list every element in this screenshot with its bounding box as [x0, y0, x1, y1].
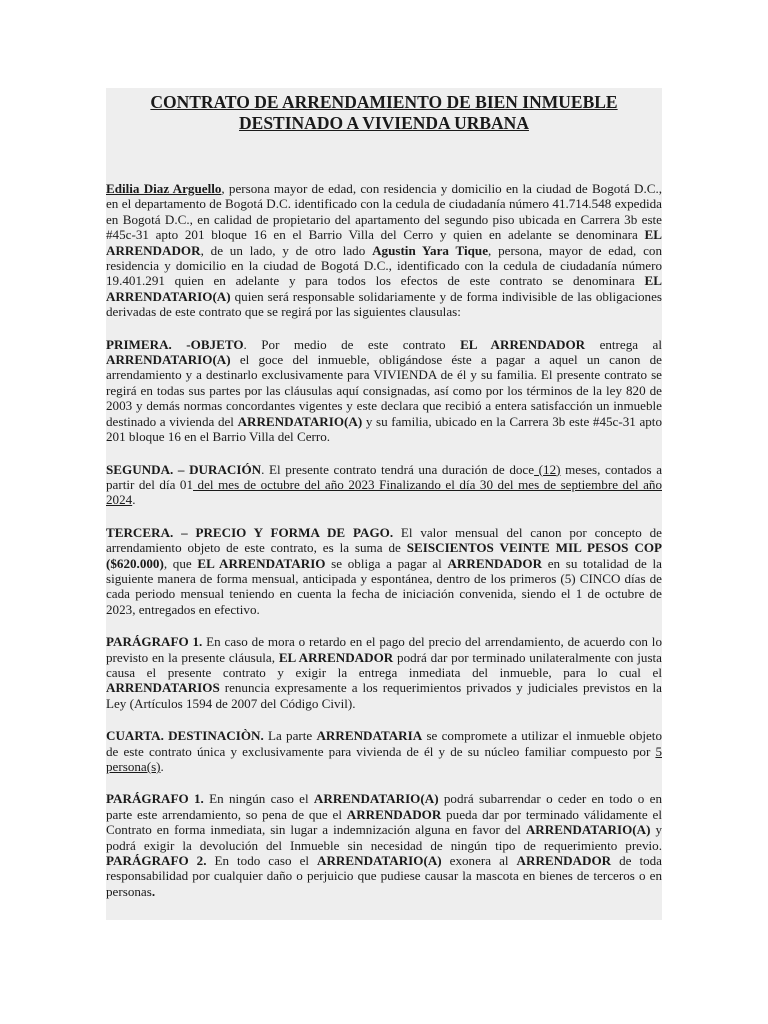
text-span: pueda dar por terminado válidamente el Contrato en forma inmediata, sin lugar a indemnización alguna en favor del — [106, 806, 662, 838]
bold-span: ARRENDATARIO(A) — [313, 791, 439, 807]
underlined-span: (12) — [534, 461, 561, 477]
bold-span: ARRENDATARIO(A) — [106, 352, 231, 368]
price-amount: SEISCIENTOS VEINTE MIL PESOS COP ($620.000) — [106, 540, 663, 571]
bold-span: . — [151, 883, 156, 899]
text-span: se obliga a pagar al — [325, 555, 448, 571]
text-span: , persona mayor de edad, con residencia y domicilio en la ciudad de Bogotá D.C., en el departamento de Bogotá D.C. identificado con la cedula de ciudadanía número 41.714.548 expedida en Bogotá D.C., en calidad de propietario del apartamento del segundo piso ubicada en Carrera 3b este #45c-31 apto 201 bloque 16 en el Barrio Villa del Cerro y quien en adelante se denominara — [106, 181, 662, 243]
text-span: El valor mensual del canon por concepto de arrendamiento objeto de este contrato, es la suma de — [106, 524, 662, 556]
document-title — [106, 92, 662, 134]
underlined-span: 5 persona(s) — [106, 743, 662, 774]
paragrafo-mora — [106, 634, 662, 711]
bold-span: EL ARRENDADOR — [106, 227, 662, 258]
text-span: . — [160, 759, 164, 774]
arrendatario-name: Agustin Yara Tique — [372, 242, 489, 258]
clause-heading: PARÁGRAFO 2. — [106, 853, 207, 869]
bold-span: EL ARRENDATARIO — [197, 555, 326, 571]
text-span: , de un lado, y de otro lado — [200, 242, 373, 258]
bold-span: ARRENDADOR — [516, 853, 612, 869]
clause-heading: PARÁGRAFO 1. — [106, 634, 203, 650]
text-span: y su familia, ubicado en la Carrera 3b este #45c-31 apto 201 bloque 16 en el Barrio Villa del Cerro. — [106, 413, 662, 445]
text-span: quien será responsable solidariamente y de forma indivisible de las obligaciones derivadas de este contrato que se regirá por las siguientes clausulas: — [106, 288, 662, 320]
bold-span: ARRENDATARIA — [316, 728, 423, 744]
clause-heading: TERCERA. – PRECIO Y FORMA DE PAGO. — [106, 524, 394, 540]
clause-heading: SEGUNDA. – DURACIÓN — [106, 461, 262, 477]
text-span: , que — [163, 555, 198, 571]
bold-span: EL ARRENDADOR — [278, 649, 394, 665]
paragrafo-subarriendo — [106, 791, 662, 899]
bold-span: ARRENDATARIOS — [106, 680, 220, 696]
clause-segunda — [106, 462, 662, 508]
text-span: . Por medio de este contrato — [243, 336, 461, 352]
text-span: . — [132, 492, 136, 508]
clause-cuarta — [106, 728, 662, 774]
text-span: La parte — [263, 728, 317, 744]
text-span: y podrá exigir la devolución del Inmueble sin necesidad de ningún tipo de requerimiento previo. — [106, 822, 662, 853]
text-span: se compromete a utilizar el inmueble objeto de este contrato única y exclusivamente para vivienda de él y de su núcleo familiar compuesto por — [106, 728, 662, 759]
text-span: de toda responsabilidad por cualquier daño o perjuicio que pudiese causar la mascota en bienes de terceros o en personas — [106, 853, 662, 899]
text-span: , persona, mayor de edad, con residencia y domicilio en la ciudad de Bogotá D.C., identificado con la cedula de ciudadanía número 19.401.291 quien en adelante y para todos los efectos de este contrato se denominara — [106, 242, 663, 289]
title-line-2: DESTINADO A VIVIENDA URBANA — [239, 113, 529, 133]
bold-span: EL ARRENDATARIO(A) — [106, 273, 662, 304]
document-page — [106, 88, 662, 920]
bold-span: EL ARRENDADOR — [460, 336, 586, 352]
clause-primera — [106, 337, 662, 445]
clause-heading: PARÁGRAFO 1. — [106, 791, 204, 807]
text-span: en su totalidad de la siguiente manera de forma mensual, anticipada y espontánea, dentro de los primeros (5) CINCO días de cada periodo mensual teniendo en cuenta la fecha de iniciación convenida, siendo el 1 de octubre de 2023, entregados en efectivo. — [106, 555, 662, 617]
text-span: En ningún caso el — [203, 791, 314, 807]
text-span: En todo caso el — [206, 853, 318, 869]
clause-tercera — [106, 525, 662, 617]
text-span: meses, contados a partir del día 01 — [106, 461, 663, 492]
text-span: exonera al — [441, 853, 517, 869]
text-span: podrá dar por terminado unilateralmente con justa causa el presente contrato y exigir la entrega inmediata del inmueble, para lo cual el — [106, 649, 662, 680]
bold-span: ARRENDATARIO(A) — [525, 822, 651, 838]
bold-span: ARRENDATARIO(A) — [317, 853, 442, 869]
bold-span: ARRENDADOR — [346, 806, 442, 822]
text-span: En caso de mora o retardo en el pago del precio del arrendamiento, de acuerdo con lo previsto en la presente cláusula, — [106, 634, 662, 665]
underlined-span: del mes de octubre del año 2023 Finalizando el día 30 del mes de septiembre del año 2024 — [106, 476, 662, 508]
intro-paragraph — [106, 181, 662, 320]
bold-span: ARRENDADOR — [447, 555, 543, 571]
text-span: renuncia expresamente a los requerimientos privados y judiciales previstos en la Ley (Artículos 1594 de 2007 del Código Civil). — [106, 680, 662, 711]
clause-heading: CUARTA. DESTINACIÒN. — [106, 728, 264, 744]
clause-heading: PRIMERA. -OBJETO — [106, 336, 244, 352]
text-span: entrega al — [585, 336, 662, 352]
bold-span: ARRENDATARIO(A) — [237, 413, 363, 429]
arrendador-name: Edilia Diaz Arguello — [106, 181, 222, 196]
title-line-1: CONTRATO DE ARRENDAMIENTO DE BIEN INMUEBLE — [150, 92, 618, 112]
text-span: podrá subarrendar o ceder en todo o en parte este arrendamiento, so pena de que el — [106, 791, 662, 822]
text-span: . El presente contrato tendrá una duración de doce — [261, 461, 535, 477]
document-body — [106, 181, 662, 899]
text-span: el goce del inmueble, obligándose éste a pagar a aquel un canon de arrendamiento y a destinarlo exclusivamente para VIVIENDA de él y su familia. El presente contrato se regirá en todas sus partes por las cláusulas aquí consignadas, así como por los términos de la ley 820 de 2003 y demás normas concordantes vigentes y este declara que recibió a entera satisfacción un inmueble destinado a vivienda del — [106, 352, 662, 429]
